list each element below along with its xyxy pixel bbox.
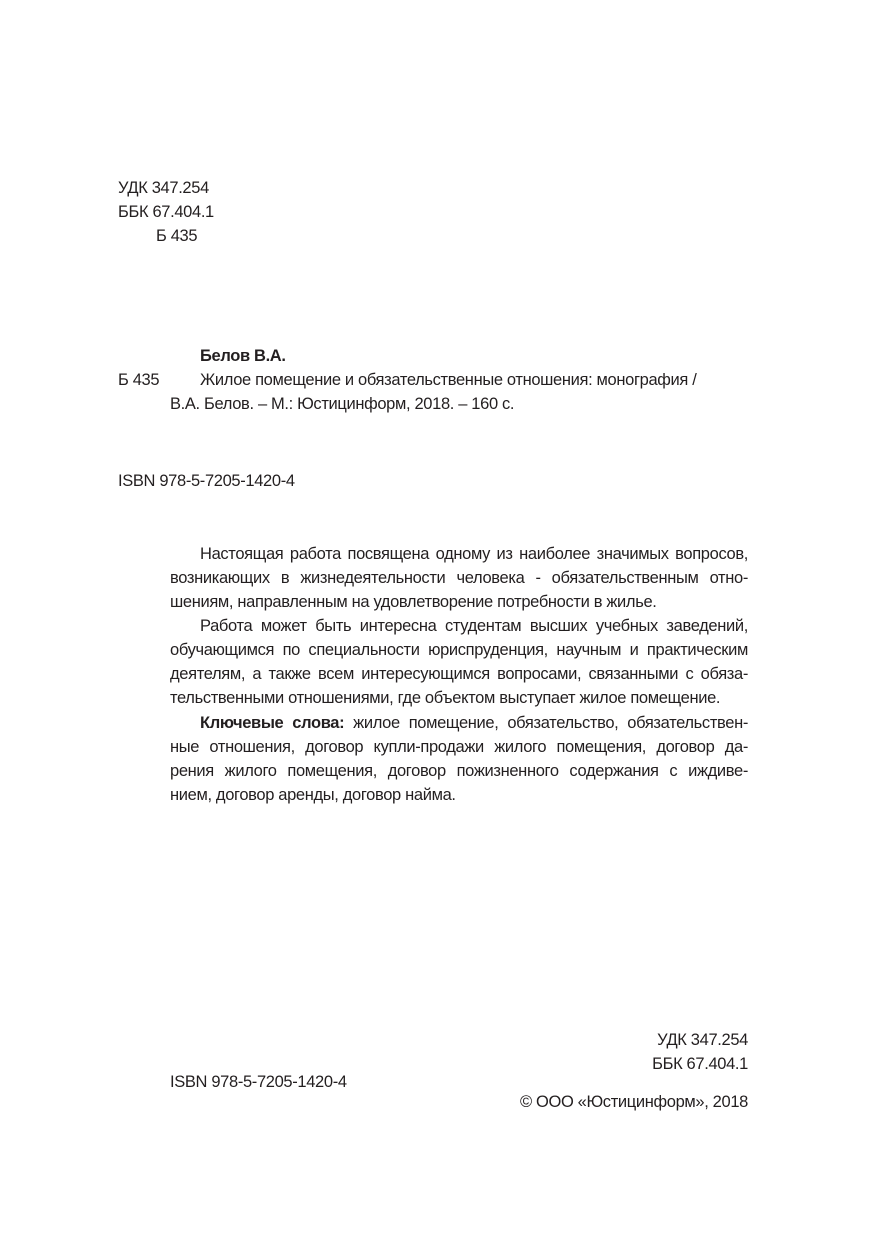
bottom-udk: УДК 347.254 xyxy=(657,1031,748,1049)
keywords-line: рения жилого помещения, договор пожизненного содержания с иждиве- xyxy=(170,762,748,780)
abstract-line: деятелям, а также всем интересующимся вопросами, связанными с обяза- xyxy=(170,665,748,683)
keywords-line: нием, договор аренды, договор найма. xyxy=(170,786,456,804)
author-mark: Б 435 xyxy=(156,227,198,245)
citation-publication: В.А. Белов. – М.: Юстицинформ, 2018. – 160 с. xyxy=(170,395,515,413)
citation-author: Белов В.А. xyxy=(200,347,286,365)
abstract-line: тельственными отношениями, где объектом выступает жилое помещение. xyxy=(170,689,721,707)
keywords-text: жилое помещение, обязательство, обязательствен- xyxy=(344,714,749,732)
bbk-code: ББК 67.404.1 xyxy=(118,203,214,221)
abstract-line: Работа может быть интересна студентам высших учебных заведений, xyxy=(200,617,748,635)
citation-mark: Б 435 xyxy=(118,371,160,389)
udk-code: УДК 347.254 xyxy=(118,179,209,197)
copyright: © ООО «Юстицинформ», 2018 xyxy=(519,1093,748,1111)
keywords-label: Ключевые слова: xyxy=(200,714,345,732)
abstract-line: шениям, направленным на удовлетворение потребности в жилье. xyxy=(170,593,657,611)
abstract-line: возникающих в жизнедеятельности человека - обязательственным отно- xyxy=(170,569,748,587)
bottom-isbn: ISBN 978-5-7205-1420-4 xyxy=(170,1073,347,1091)
isbn: ISBN 978-5-7205-1420-4 xyxy=(118,472,295,490)
abstract-line: Настоящая работа посвящена одному из наиболее значимых вопросов, xyxy=(200,545,748,563)
keywords-line: ные отношения, договор купли-продажи жилого помещения, договор да- xyxy=(170,738,748,756)
abstract-line: обучающимся по специальности юриспруденция, научным и практическим xyxy=(170,641,748,659)
keywords-line xyxy=(200,712,748,734)
bottom-bbk: ББК 67.404.1 xyxy=(652,1055,748,1073)
citation-title: Жилое помещение и обязательственные отношения: монография / xyxy=(200,371,697,389)
